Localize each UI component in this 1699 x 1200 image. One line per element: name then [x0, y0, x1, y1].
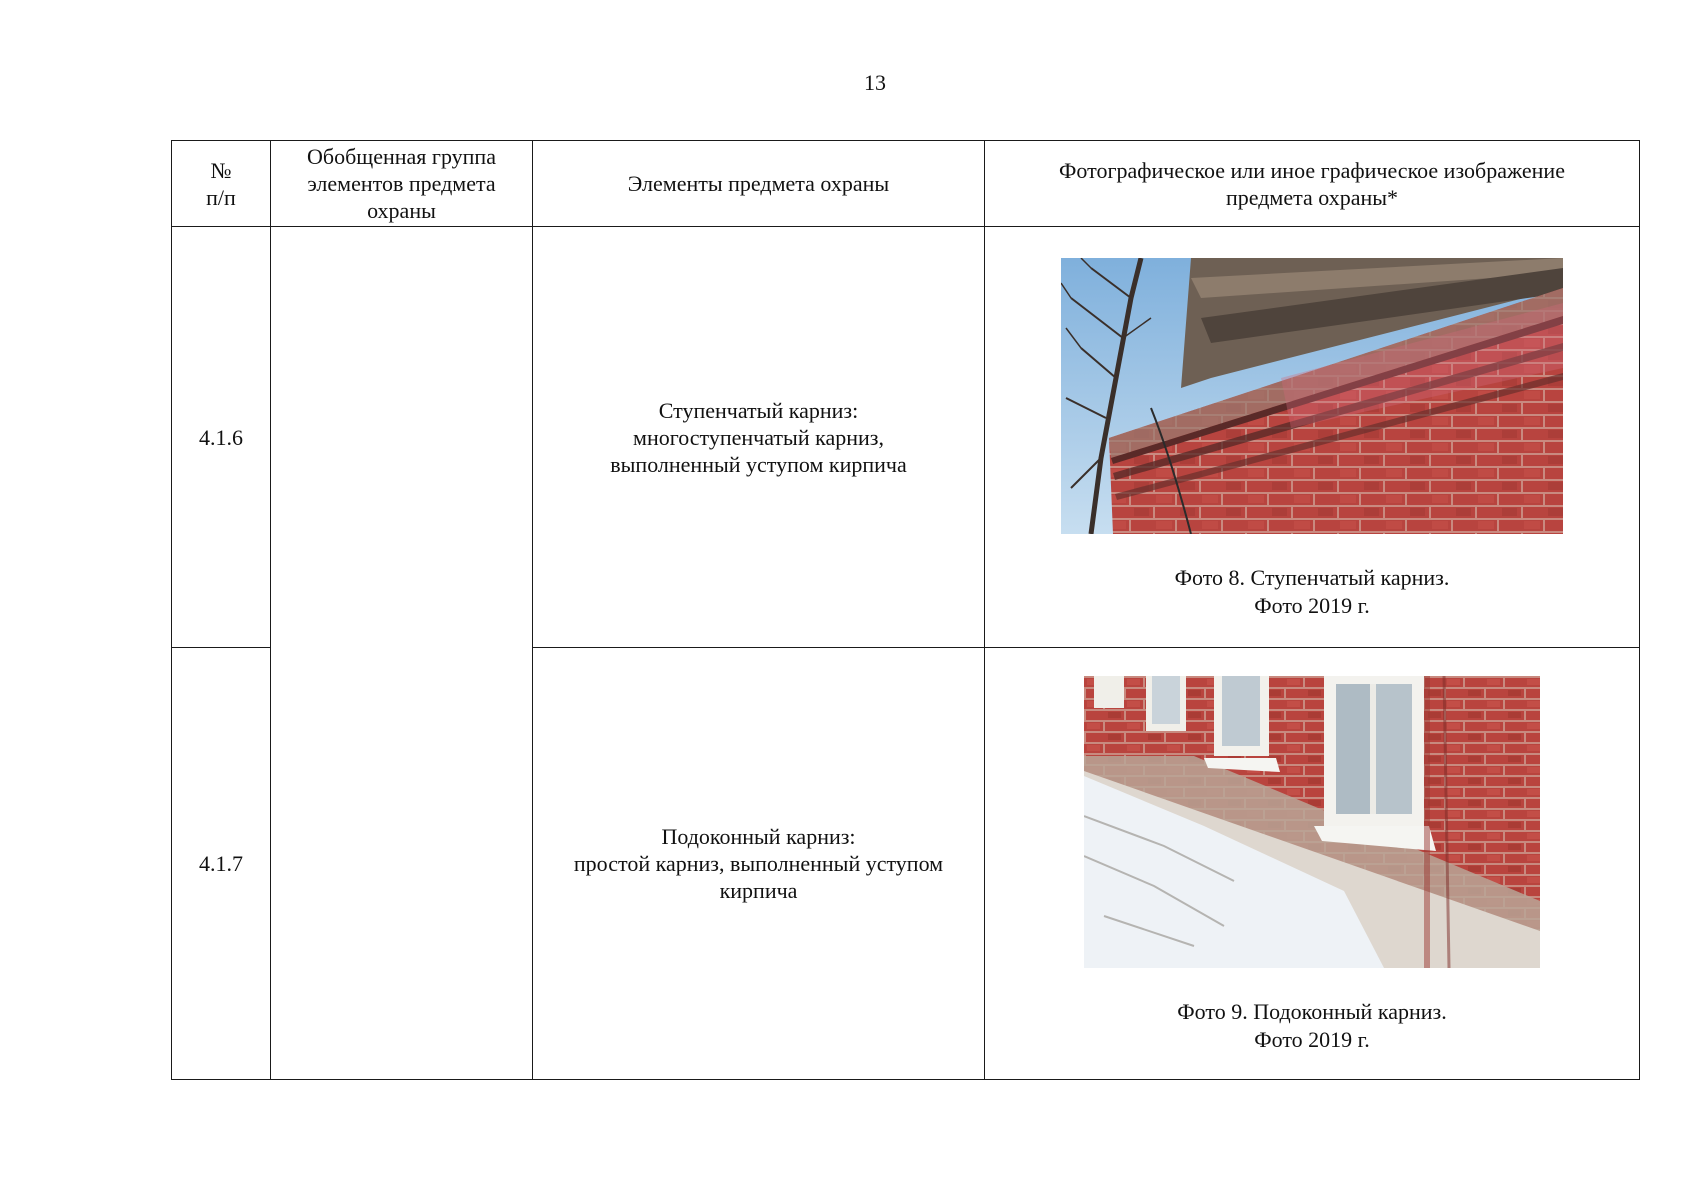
- header-elements: [533, 141, 985, 227]
- protection-table: [171, 140, 1640, 1080]
- photo-cell: [985, 648, 1640, 1080]
- photo-caption: [1175, 564, 1450, 620]
- photo-caption: [1177, 998, 1446, 1054]
- row-number-text: 4.1.7: [199, 851, 243, 876]
- header-photo-line2: предмета охраны*: [1225, 184, 1399, 210]
- header-group-line3: охраны: [367, 198, 436, 223]
- photo-window-cornice: [1084, 676, 1540, 968]
- caption-year: Фото 2019 г.: [1254, 593, 1370, 618]
- element-title: Подоконный карниз:: [661, 824, 856, 849]
- caption-year: Фото 2019 г.: [1254, 1026, 1370, 1052]
- element-title: Ступенчатый карниз:: [658, 397, 859, 423]
- header-group-line2: элементов предмета: [307, 171, 496, 196]
- photo-cell: [985, 227, 1640, 648]
- element-cell: [533, 227, 985, 648]
- page-number: 13: [864, 70, 886, 95]
- element-desc-line1: простой карниз, выполненный уступом: [573, 851, 944, 876]
- header-group-line1: Обобщенная группа: [307, 144, 496, 169]
- table-header-row: [172, 141, 1640, 227]
- element-cell: [533, 648, 985, 1080]
- caption-title: Фото 8. Ступенчатый карниз.: [1174, 565, 1450, 590]
- element-desc-line2: выполненный уступом кирпича: [610, 451, 907, 477]
- photo-stepped-cornice: [1061, 258, 1563, 534]
- header-photo: [985, 141, 1640, 227]
- group-cell: [271, 227, 533, 1080]
- element-desc-line2: кирпича: [719, 878, 798, 903]
- table-row: [172, 227, 1640, 648]
- row-number: [172, 227, 271, 648]
- header-number-line1: №: [210, 157, 232, 183]
- header-number: [172, 141, 271, 227]
- header-group: [271, 141, 533, 227]
- stepped-cornice-image: [1061, 258, 1563, 534]
- caption-title: Фото 9. Подоконный карниз.: [1177, 998, 1447, 1024]
- header-photo-line1: Фотографическое или иное графическое изображение: [1059, 157, 1565, 183]
- header-number-line2: п/п: [206, 184, 236, 210]
- element-desc-line1: многоступенчатый карниз,: [633, 424, 884, 450]
- header-elements-label: Элементы предмета охраны: [627, 171, 890, 196]
- window-cornice-image: [1084, 676, 1540, 968]
- row-number: [172, 648, 271, 1080]
- row-number-text: 4.1.6: [199, 424, 243, 450]
